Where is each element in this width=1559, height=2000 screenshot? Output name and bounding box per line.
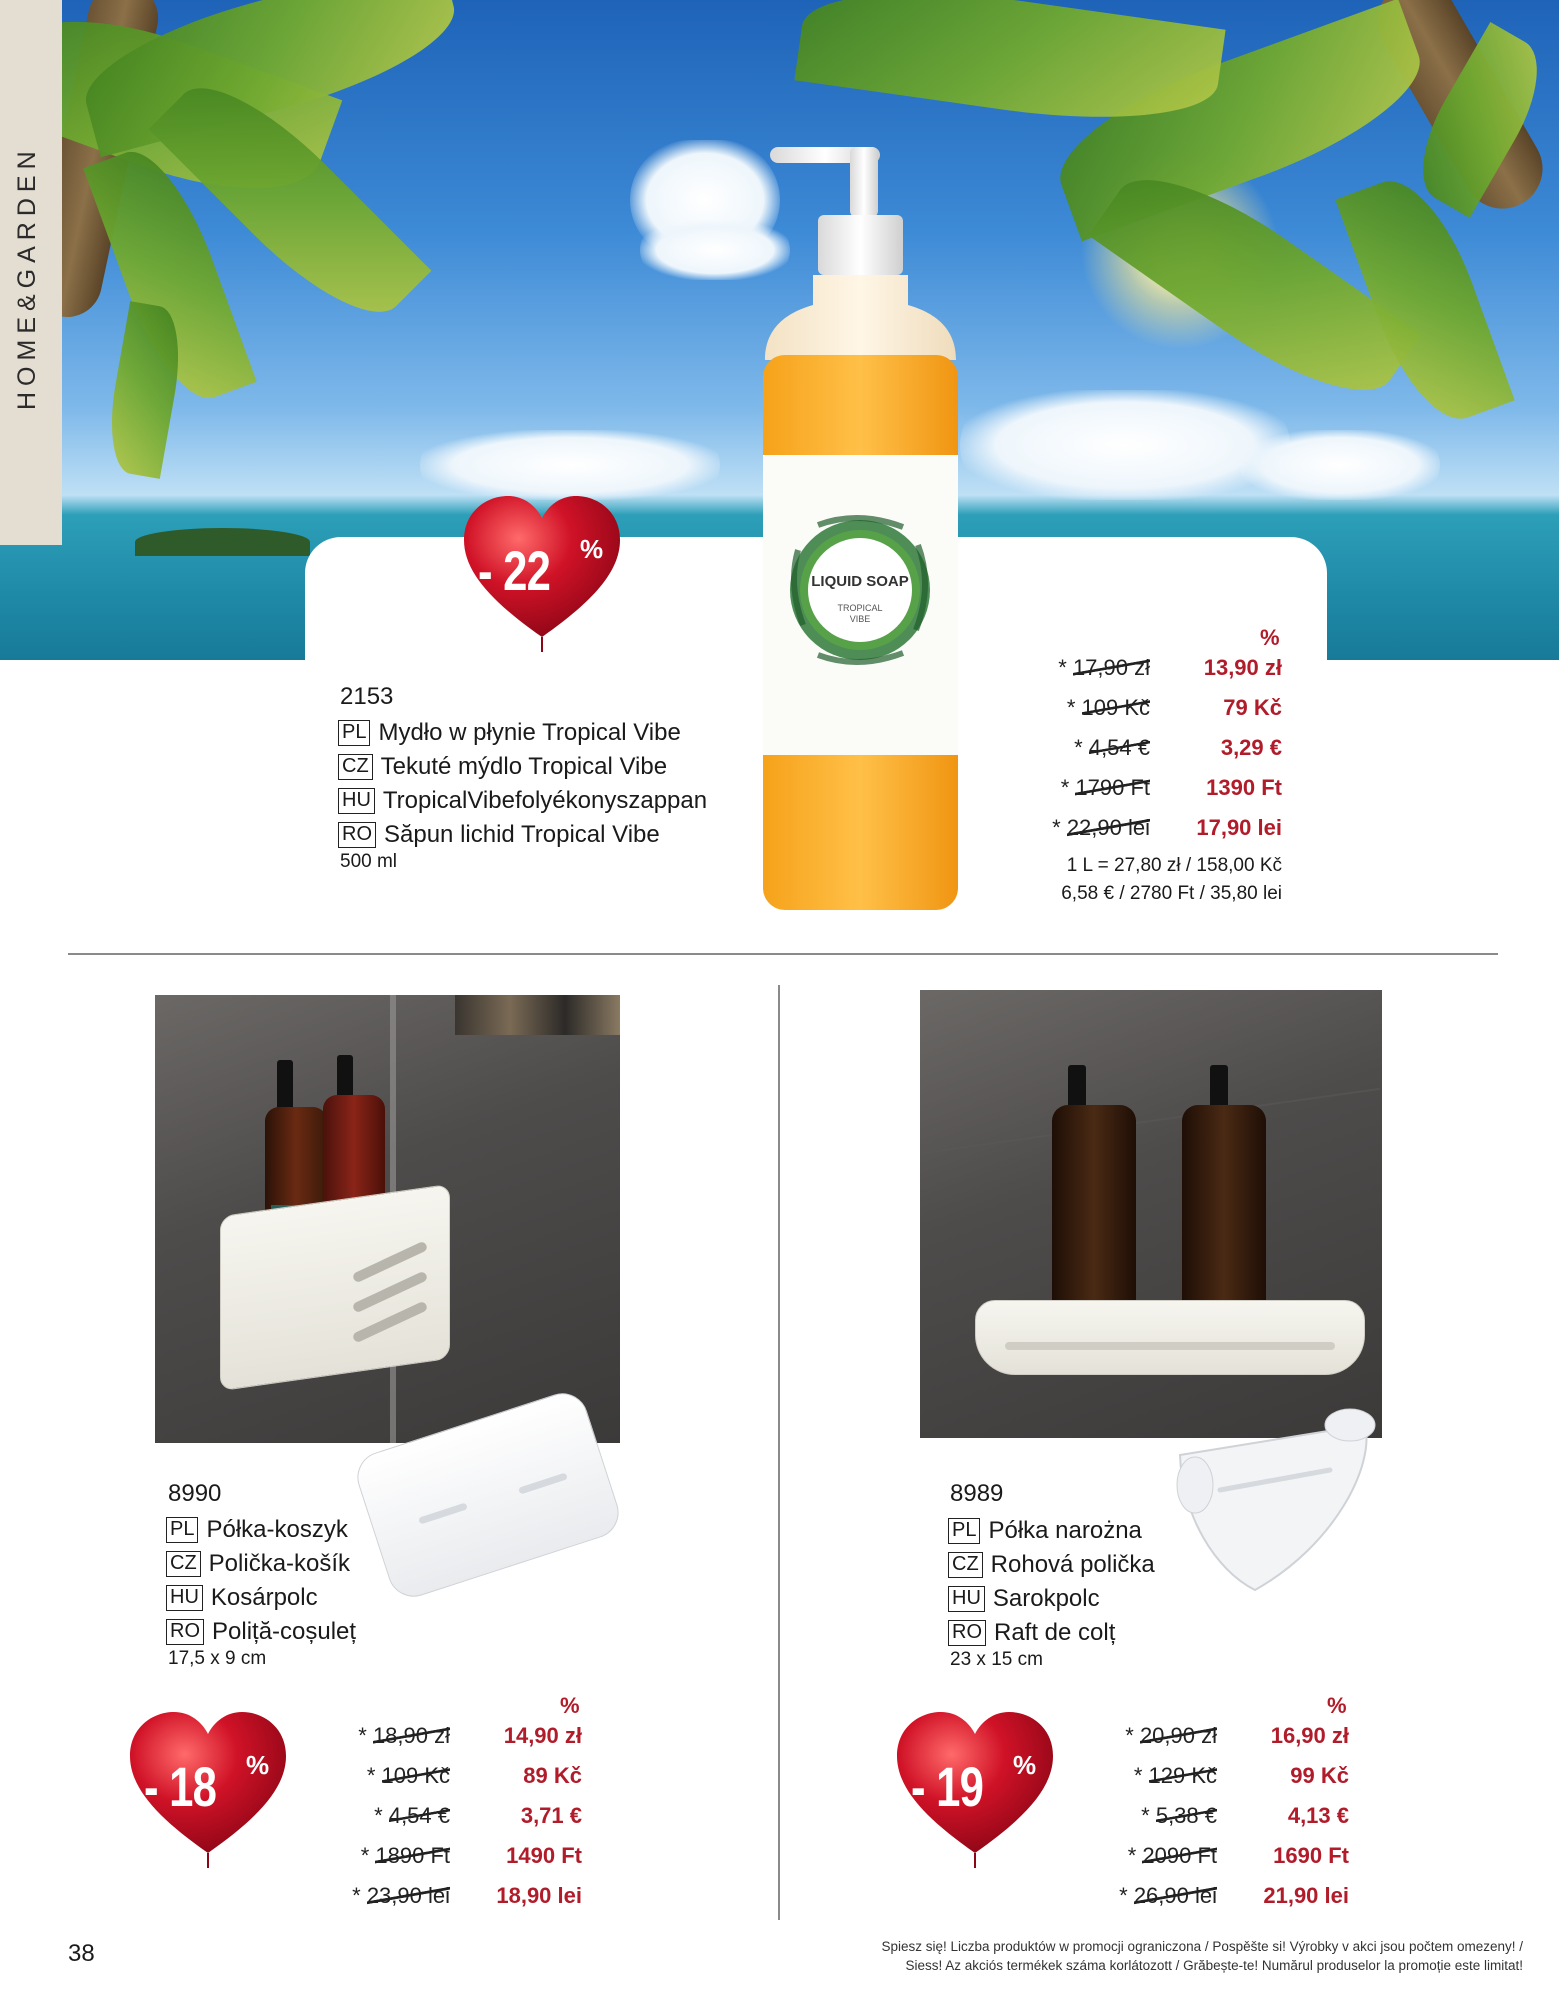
product-name-row bbox=[166, 1513, 356, 1547]
discount-percent-sign: % bbox=[246, 1750, 270, 1780]
new-price: 16,90 zł bbox=[1270, 1723, 1349, 1748]
unit-price: 6,58 € / 2780 Ft / 35,80 lei bbox=[1061, 883, 1282, 904]
product-name-row bbox=[948, 1616, 1155, 1650]
old-price: * 109 Kč bbox=[366, 1763, 450, 1788]
product-name-row bbox=[166, 1615, 356, 1649]
old-price: * 20,90 zł bbox=[1125, 1723, 1217, 1748]
product-name-row bbox=[948, 1548, 1155, 1582]
price-table bbox=[1097, 1690, 1357, 1920]
product-name: Tekuté mýdlo Tropical Vibe bbox=[380, 753, 668, 780]
bottle-label-sub: TROPICAL bbox=[837, 603, 883, 613]
old-price: * 26,90 lei bbox=[1119, 1883, 1217, 1908]
lang-code: CZ bbox=[338, 754, 373, 780]
footnote-line: Spiesz się! Liczba produktów w promocji ograniczona / Pospěšte si! Výrobky v akci jsou počtem omezeny! / bbox=[881, 1939, 1523, 1954]
old-price: * 22,90 lei bbox=[1052, 815, 1150, 840]
product-name-row bbox=[948, 1514, 1155, 1548]
lang-code: RO bbox=[948, 1620, 986, 1646]
new-price: 1690 Ft bbox=[1273, 1843, 1349, 1868]
lang-code: PL bbox=[338, 720, 370, 746]
lang-code: HU bbox=[338, 788, 375, 814]
old-price: * 1790 Ft bbox=[1060, 775, 1150, 800]
percent-header: % bbox=[1327, 1693, 1347, 1718]
corner-shelf-cutout-image bbox=[1160, 1395, 1380, 1605]
product-name-row bbox=[338, 784, 707, 818]
new-price: 79 Kč bbox=[1223, 695, 1282, 720]
product-name-row bbox=[338, 750, 707, 784]
product-name: Raft de colț bbox=[994, 1619, 1116, 1646]
old-price: * 109 Kč bbox=[1066, 695, 1150, 720]
product-name-row bbox=[166, 1581, 356, 1615]
new-price: 89 Kč bbox=[523, 1763, 582, 1788]
discount-value: - 19 bbox=[911, 1755, 984, 1818]
discount-percent-sign: % bbox=[580, 534, 604, 564]
new-price: 18,90 lei bbox=[496, 1883, 582, 1908]
old-price: * 2090 Ft bbox=[1127, 1843, 1217, 1868]
new-price: 1390 Ft bbox=[1206, 775, 1282, 800]
new-price: 13,90 zł bbox=[1203, 655, 1282, 680]
page-number: 38 bbox=[68, 1940, 95, 1967]
product-size: 500 ml bbox=[340, 851, 398, 872]
discount-percent-sign: % bbox=[1013, 1750, 1037, 1780]
lang-code: HU bbox=[166, 1585, 203, 1611]
new-price: 3,29 € bbox=[1220, 735, 1282, 760]
new-price: 4,13 € bbox=[1287, 1803, 1349, 1828]
product-name: Kosárpolc bbox=[210, 1584, 318, 1611]
discount-heart-badge bbox=[895, 1708, 1055, 1858]
section-divider bbox=[68, 953, 1498, 955]
product-name: Polička-košík bbox=[208, 1550, 351, 1577]
price-table bbox=[330, 1690, 590, 1920]
footnote-line: Siess! Az akciós termékek száma korlátozott / Grăbește-te! Numărul produselor la promoție este limitat! bbox=[905, 1958, 1523, 1973]
corner-shelf-photo bbox=[920, 990, 1382, 1438]
product-names bbox=[948, 1514, 1155, 1650]
product-name: TropicalVibefolyékonyszappan bbox=[382, 787, 708, 814]
island bbox=[135, 528, 310, 556]
footnote bbox=[823, 1937, 1523, 1975]
old-price: * 23,90 lei bbox=[352, 1883, 450, 1908]
discount-heart-badge bbox=[128, 1708, 288, 1858]
bottle-label-sub: VIBE bbox=[849, 614, 871, 624]
bottle-label-title: LIQUID SOAP bbox=[811, 573, 909, 590]
new-price: 14,90 zł bbox=[503, 1723, 582, 1748]
discount-heart-badge bbox=[462, 492, 622, 642]
new-price: 21,90 lei bbox=[1263, 1883, 1349, 1908]
lang-code: HU bbox=[948, 1586, 985, 1612]
product-name: Mydło w płynie Tropical Vibe bbox=[378, 719, 681, 746]
product-size: 17,5 x 9 cm bbox=[168, 1648, 267, 1669]
product-name-row bbox=[338, 818, 707, 852]
old-price: * 4,54 € bbox=[1074, 735, 1150, 760]
old-price: * 5,38 € bbox=[1141, 1803, 1217, 1828]
product-code: 8990 bbox=[168, 1480, 222, 1507]
discount-value: - 18 bbox=[144, 1755, 217, 1818]
cloud bbox=[1240, 430, 1440, 500]
product-name-row bbox=[166, 1547, 356, 1581]
old-price: * 17,90 zł bbox=[1058, 655, 1150, 680]
product-name: Sarokpolc bbox=[992, 1585, 1100, 1612]
product-size: 23 x 15 cm bbox=[950, 1649, 1043, 1670]
basket-shelf-cutout-image bbox=[358, 1380, 628, 1580]
product-name: Półka narożna bbox=[988, 1517, 1142, 1544]
lang-code: PL bbox=[948, 1518, 980, 1544]
product-name-row bbox=[338, 716, 707, 750]
product-names bbox=[338, 716, 707, 852]
lang-code: CZ bbox=[948, 1552, 983, 1578]
new-price: 99 Kč bbox=[1290, 1763, 1349, 1788]
product-code: 8989 bbox=[950, 1480, 1004, 1507]
unit-price: 1 L = 27,80 zł / 158,00 Kč bbox=[1066, 855, 1282, 876]
old-price: * 129 Kč bbox=[1133, 1763, 1217, 1788]
new-price: 17,90 lei bbox=[1196, 815, 1282, 840]
lang-code: CZ bbox=[166, 1551, 201, 1577]
percent-header: % bbox=[560, 1693, 580, 1718]
new-price: 1490 Ft bbox=[506, 1843, 582, 1868]
product-code: 2153 bbox=[340, 683, 394, 710]
product-name: Półka-koszyk bbox=[206, 1516, 348, 1543]
liquid-soap-bottle-image bbox=[758, 145, 963, 915]
product-name-row bbox=[948, 1582, 1155, 1616]
basket-shelf-photo bbox=[155, 995, 620, 1443]
old-price: * 18,90 zł bbox=[358, 1723, 450, 1748]
old-price: * 4,54 € bbox=[374, 1803, 450, 1828]
product-name: Poliță-coșuleț bbox=[212, 1618, 357, 1645]
product-name: Săpun lichid Tropical Vibe bbox=[384, 821, 660, 848]
lang-code: RO bbox=[166, 1619, 204, 1645]
old-price: * 1890 Ft bbox=[360, 1843, 450, 1868]
section-tab-label: HOME&GARDEN bbox=[13, 145, 41, 410]
discount-value: - 22 bbox=[478, 539, 551, 602]
column-divider bbox=[778, 985, 780, 1920]
product-name: Rohová polička bbox=[990, 1551, 1155, 1578]
cloud bbox=[420, 430, 720, 500]
product-names bbox=[166, 1513, 356, 1649]
lang-code: PL bbox=[166, 1517, 198, 1543]
section-tab bbox=[0, 0, 62, 545]
cloud bbox=[960, 390, 1290, 500]
lang-code: RO bbox=[338, 822, 376, 848]
new-price: 3,71 € bbox=[520, 1803, 582, 1828]
price-table bbox=[1030, 622, 1290, 912]
percent-header: % bbox=[1260, 625, 1280, 650]
